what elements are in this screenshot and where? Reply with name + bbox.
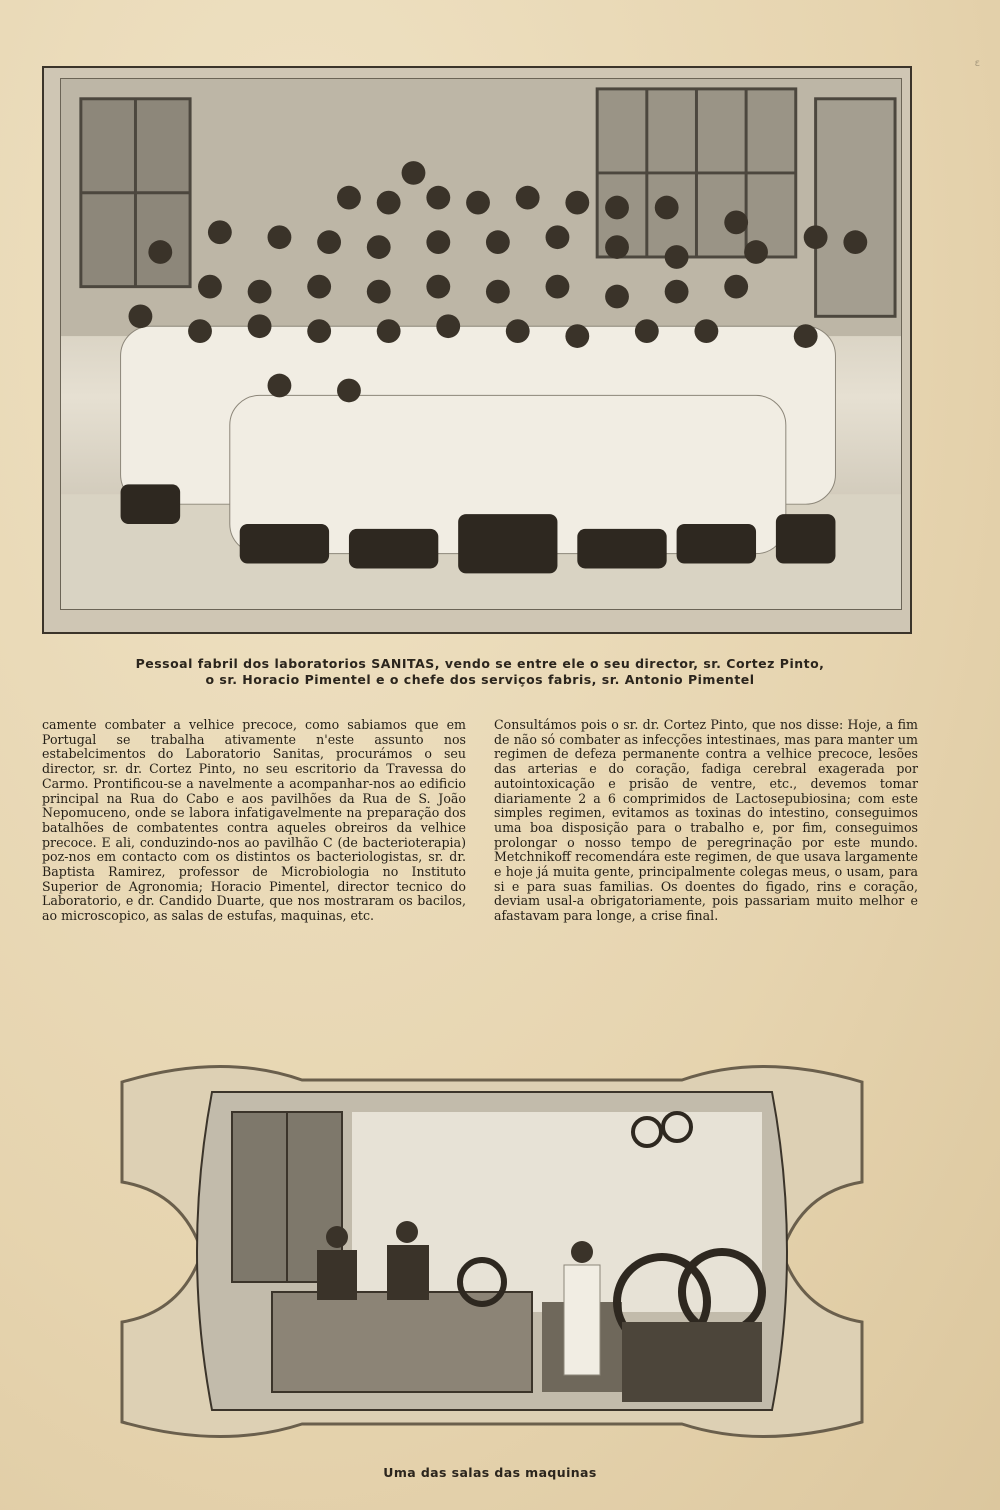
machine-room-photo <box>102 1052 882 1450</box>
group-photo <box>60 78 902 610</box>
article-left-text: camente combater a velhice precoce, como sabiamos que em Portugal se trabalha ativamente n'este assunto nos estabelcimentos do Laboratorio Sanitas, procurámos o seu director, sr. dr. Cortez Pinto, no seu escritorio da Travessa do Carmo. Prontificou-se a navelmente a acompanhar-nos ao edificio principal na Rua do Cabo e aos pavilhões da Rua de S. João Nepomuceno, onde se labora infatigavelmente na preparação dos batalhões de combatentes contra aqueles obreiros da velhice precoce. E ali, conduzindo-nos ao pavilhão C (de bacterioterapia) poz-nos em contacto com os distintos os bacteriologistas, sr. dr. Baptista Ramirez, professor de Microbiologia no Instituto Superior de Agronomia; Horacio Pimentel, director tecnico do Laboratorio, e dr. Candido Duarte, que nos mostraram os bacilos, ao microscopico, as salas de estufas, maquinas, etc. <box>42 717 466 924</box>
article-right-text: Consultámos pois o sr. dr. Cortez Pinto, que nos disse: Hoje, a fim de não só combater as infecções intestinaes, mas para manter um regimen de defeza permanente contra a velhice precoce, lesões das arterias e do coração, fadiga cerebral exagerada por autointoxicação e prisão de ventre, etc., devemos tomar diariamente 2 a 6 comprimidos de Lactosepubiosina; com este simples regimen, evitamos as toxinas do intestino, conseguimos uma boa disposição para o trabalho e, por fim, conseguimos prolongar o nosso tempo de peregrinação por este mundo. Metchnikoff recomendára este regimen, de que usava largamente e hoje já muita gente, principalmente colegas meus, o usam, para si e para suas familias. Os doentes do figado, rins e coração, deviam usal-a obrigatoriamente, pois passariam muito melhor e afastavam para longe, a crise final. <box>494 717 918 924</box>
article-right-column <box>494 718 918 924</box>
group-photo-caption-line1: Pessoal fabril dos laboratorios SANITAS, vendo se entre ele o seu director, sr. Cortez Pinto, <box>135 656 825 671</box>
group-photo-caption-line2: o sr. Horacio Pimentel e o chefe dos serviços fabris, sr. Antonio Pimentel <box>205 672 755 687</box>
machine-room-photo-frame <box>102 1052 882 1450</box>
page-corner-mark: ε <box>974 58 980 69</box>
group-photo-image <box>61 79 901 609</box>
group-photo-frame <box>42 66 912 634</box>
group-photo-caption <box>100 656 860 688</box>
article-left-column <box>42 718 466 924</box>
machine-room-caption: Uma das salas das maquinas <box>383 1465 597 1480</box>
